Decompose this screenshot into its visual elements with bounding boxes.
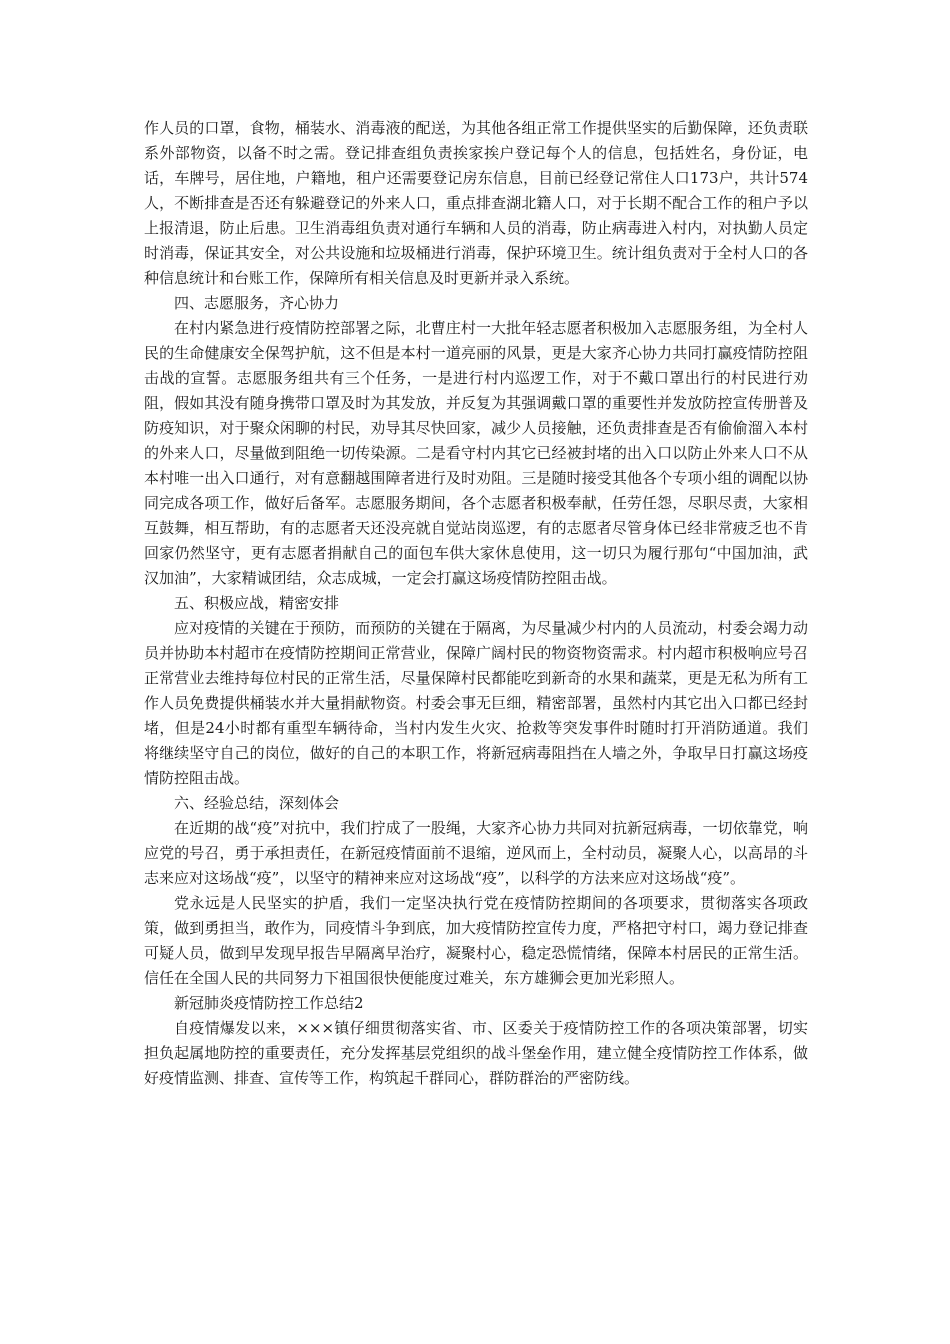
body-paragraph: 应对疫情的关键在于预防，而预防的关键在于隔离，为尽量减少村内的人员流动，村委会竭力动员并协助本村超市在疫情防控期间正常营业，保障广阔村民的物资物资需求。村内超市积极响应号召正常营业去维持每位村民的正常生活，尽量保障村民都能吃到新奇的水果和蔬菜，更是无私为所有工作人员免费提供桶装水并大量捐献物资。村委会事无巨细，精密部署，虽然村内其它出入口都已经封堵，但是24小时都有重型车辆待命，当村内发生火灾、抢救等突发事件时随时打开消防通道。我们将继续坚守自己的岗位，做好的自己的本职工作，将新冠病毒阻挡在人墙之外，争取早日打赢这场疫情防控阻击战。 bbox=[144, 619, 808, 787]
body-paragraph: 自疫情爆发以来，×××镇仔细贯彻落实省、市、区委关于疫情防控工作的各项决策部署，切实担负起属地防控的重要责任，充分发挥基层党组织的战斗堡垒作用，建立健全疫情防控工作体系，做好疫情监测、排查、宣传等工作，构筑起千群同心，群防群治的严密防线。 bbox=[144, 1019, 808, 1087]
body-paragraph: 作人员的口罩，食物，桶装水、消毒液的配送，为其他各组正常工作提供坚实的后勤保障，还负责联系外部物资，以备不时之需。登记排查组负责挨家挨户登记每个人的信息，包括姓名，身份证，电话，车牌号，居住地，户籍地，租户还需要登记房东信息，目前已经登记常住人口173户，共计574人，不断排查是否还有躲避登记的外来人口，重点排查湖北籍人口，对于长期不配合工作的租户予以上报清退，防止后患。卫生消毒组负责对通行车辆和人员的消毒，防止病毒进入村内，对执勤人员定时消毒，保证其安全，对公共设施和垃圾桶进行消毒，保护环境卫生。统计组负责对于全村人口的各种信息统计和台账工作，保障所有相关信息及时更新并录入系统。 bbox=[144, 119, 808, 287]
section-heading: 六、经验总结，深刻体会 bbox=[174, 794, 340, 812]
body-paragraph: 党永远是人民坚实的护盾，我们一定坚决执行党在疫情防控期间的各项要求，贯彻落实各项政策，做到勇担当，敢作为，同疫情斗争到底，加大疫情防控宣传力度，严格把守村口，竭力登记排查可疑人员，做到早发现早报告早隔离早治疗，凝聚村心，稳定恐慌情绪，保障本村居民的正常生活。信任在全国人民的共同努力下祖国很快便能度过难关，东方雄狮会更加光彩照人。 bbox=[144, 894, 808, 987]
document-page bbox=[144, 116, 808, 1091]
section-heading: 四、志愿服务，齐心协力 bbox=[174, 294, 340, 312]
body-paragraph: 在近期的战“疫”对抗中，我们拧成了一股绳，大家齐心协力共同对抗新冠病毒，一切依靠党，响应党的号召，勇于承担责任，在新冠疫情面前不退缩，逆风而上，全村动员，凝聚人心，以高昂的斗志来应对这场战“疫”，以坚守的精神来应对这场战“疫”，以科学的方法来应对这场战“疫”。 bbox=[144, 819, 808, 887]
document-subtitle: 新冠肺炎疫情防控工作总结2 bbox=[174, 994, 364, 1012]
body-paragraph: 在村内紧急进行疫情防控部署之际，北曹庄村一大批年轻志愿者积极加入志愿服务组，为全村人民的生命健康安全保驾护航，这不但是本村一道亮丽的风景，更是大家齐心协力共同打赢疫情防控阻击战的宣誓。志愿服务组共有三个任务，一是进行村内巡逻工作，对于不戴口罩出行的村民进行劝阻，假如其没有随身携带口罩及时为其发放，并反复为其强调戴口罩的重要性并发放防控宣传册普及防疫知识，对于聚众闲聊的村民，劝导其尽快回家，减少人员接触，还负责排查是否有偷偷溜入本村的外来人口，尽量做到阻绝一切传染源。二是看守村内其它已经被封堵的出入口以防止外来人口不从本村唯一出入口通行，对有意翻越围障者进行及时劝阻。三是随时接受其他各个专项小组的调配以协同完成各项工作，做好后备军。志愿服务期间，各个志愿者积极奉献，任劳任怨，尽职尽责，大家相互鼓舞，相互帮助，有的志愿者天还没亮就自觉站岗巡逻，有的志愿者尽管身体已经非常疲乏也不肯回家仍然坚守，更有志愿者捐献自己的面包车供大家休息使用，这一切只为履行那句“中国加油，武汉加油”，大家精诚团结，众志成城，一定会打赢这场疫情防控阻击战。 bbox=[144, 319, 808, 587]
section-heading: 五、积极应战，精密安排 bbox=[174, 594, 340, 612]
